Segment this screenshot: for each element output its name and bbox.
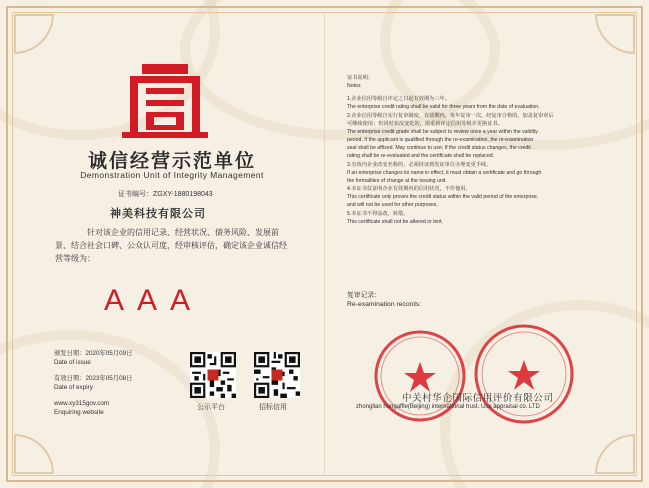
note-line: The enterprise credit rating shall be valid for three years from the date of evaluation. bbox=[347, 104, 540, 111]
dates-block bbox=[54, 350, 132, 417]
notes-section bbox=[347, 74, 567, 226]
qr-label-bidding-credit: 招标信用 bbox=[259, 403, 287, 411]
center-fold bbox=[324, 14, 325, 474]
note-line: 3.有效内企业改变名称的，必须持证到发证单位办理变更手续。 bbox=[347, 161, 492, 168]
note-line: If an enterprise changes its name in effect, it must obtain a certificate and go through bbox=[347, 169, 542, 176]
note-line: rating shall be re-evaluated and the certificate shall be replaced. bbox=[347, 153, 495, 160]
note-line: period. If the applicant is qualified through the re-examination, the re-examination bbox=[347, 137, 534, 144]
official-seal-icon bbox=[370, 326, 470, 426]
note-line: 可继续使用；但同时状况变化的，需重新评定信用等级并更换证书。 bbox=[347, 120, 503, 127]
issuer-name-en: zhongllan hongaffle(Beijing) international trust. Use appraisal co. LTD bbox=[356, 404, 540, 410]
note-line: 2.企业信用等级自实行复审制度，有效期内，每年复审一次。经复审合格的，加盖复审章后 bbox=[347, 112, 554, 119]
reexamination-records bbox=[347, 291, 421, 309]
notes-title-en: Notes bbox=[347, 83, 361, 90]
certificate-title: 诚信经营示范单位 bbox=[87, 150, 256, 172]
logo-seal-icon bbox=[122, 64, 208, 140]
reexam-label: 复审记录： bbox=[347, 292, 381, 299]
qr-code-icon[interactable] bbox=[254, 352, 300, 398]
note-line: and will not be used for other purposes. bbox=[347, 202, 438, 209]
note-line: The enterprise credit grade shall be subject to review once a year within the validity bbox=[347, 128, 538, 135]
certificate-number: 证书编号：ZGXY-1880198043 bbox=[118, 191, 213, 198]
notes-title: 证书说明： bbox=[347, 75, 373, 81]
note-line: 4.本证书仅证明企业有效期内的信用状况，不作他用。 bbox=[347, 186, 471, 193]
note-line: the formalities of change at the issuing unit. bbox=[347, 177, 447, 184]
date-of-expiry-en: Date of expiry bbox=[54, 383, 93, 391]
enquiring-website-label: Enquiring website bbox=[54, 408, 104, 416]
issuer-name: 中关村华企国际信用评价有限公司 bbox=[402, 393, 554, 404]
company-name: 神美科技有限公司 bbox=[110, 207, 206, 220]
description-text: 针对该企业的信用记录、经营状况、债务风险、发展前景、结合社会口碑、公众认可度，经审核评估，确定该企业诚信经营等级为： bbox=[55, 228, 287, 263]
qr-label-public-platform: 公示平台 bbox=[197, 403, 225, 411]
note-line: 5.本证书不得涂改，转借。 bbox=[347, 210, 409, 217]
date-of-issue-en: Date of issue bbox=[54, 358, 91, 366]
note-line: 1.企业信用等级自评定之日起有效期为三年。 bbox=[347, 96, 450, 103]
official-seal-icon bbox=[470, 320, 578, 428]
enquiring-website[interactable]: www.xy315gov.com bbox=[54, 400, 110, 407]
certificate-title-en: Demonstration Unit of Integrity Management bbox=[80, 170, 264, 180]
certificate-description bbox=[55, 226, 289, 265]
note-line: This certificate only proves the credit status within the valid period of the enterprise, bbox=[347, 194, 539, 201]
date-of-expiry: 有效日期：2023年05月08日 bbox=[54, 375, 133, 382]
date-of-issue: 颁发日期：2020年05月09日 bbox=[54, 350, 133, 357]
qr-code-icon[interactable] bbox=[190, 352, 236, 398]
reexam-label-en: Re-examination records: bbox=[347, 301, 422, 308]
note-line: This certificate shall not be altered or lent. bbox=[347, 218, 444, 225]
note-line: seal shall be affixed. May continue to use; If the credit status changes, the credit bbox=[347, 145, 531, 152]
credit-grade: AAA bbox=[104, 284, 204, 317]
